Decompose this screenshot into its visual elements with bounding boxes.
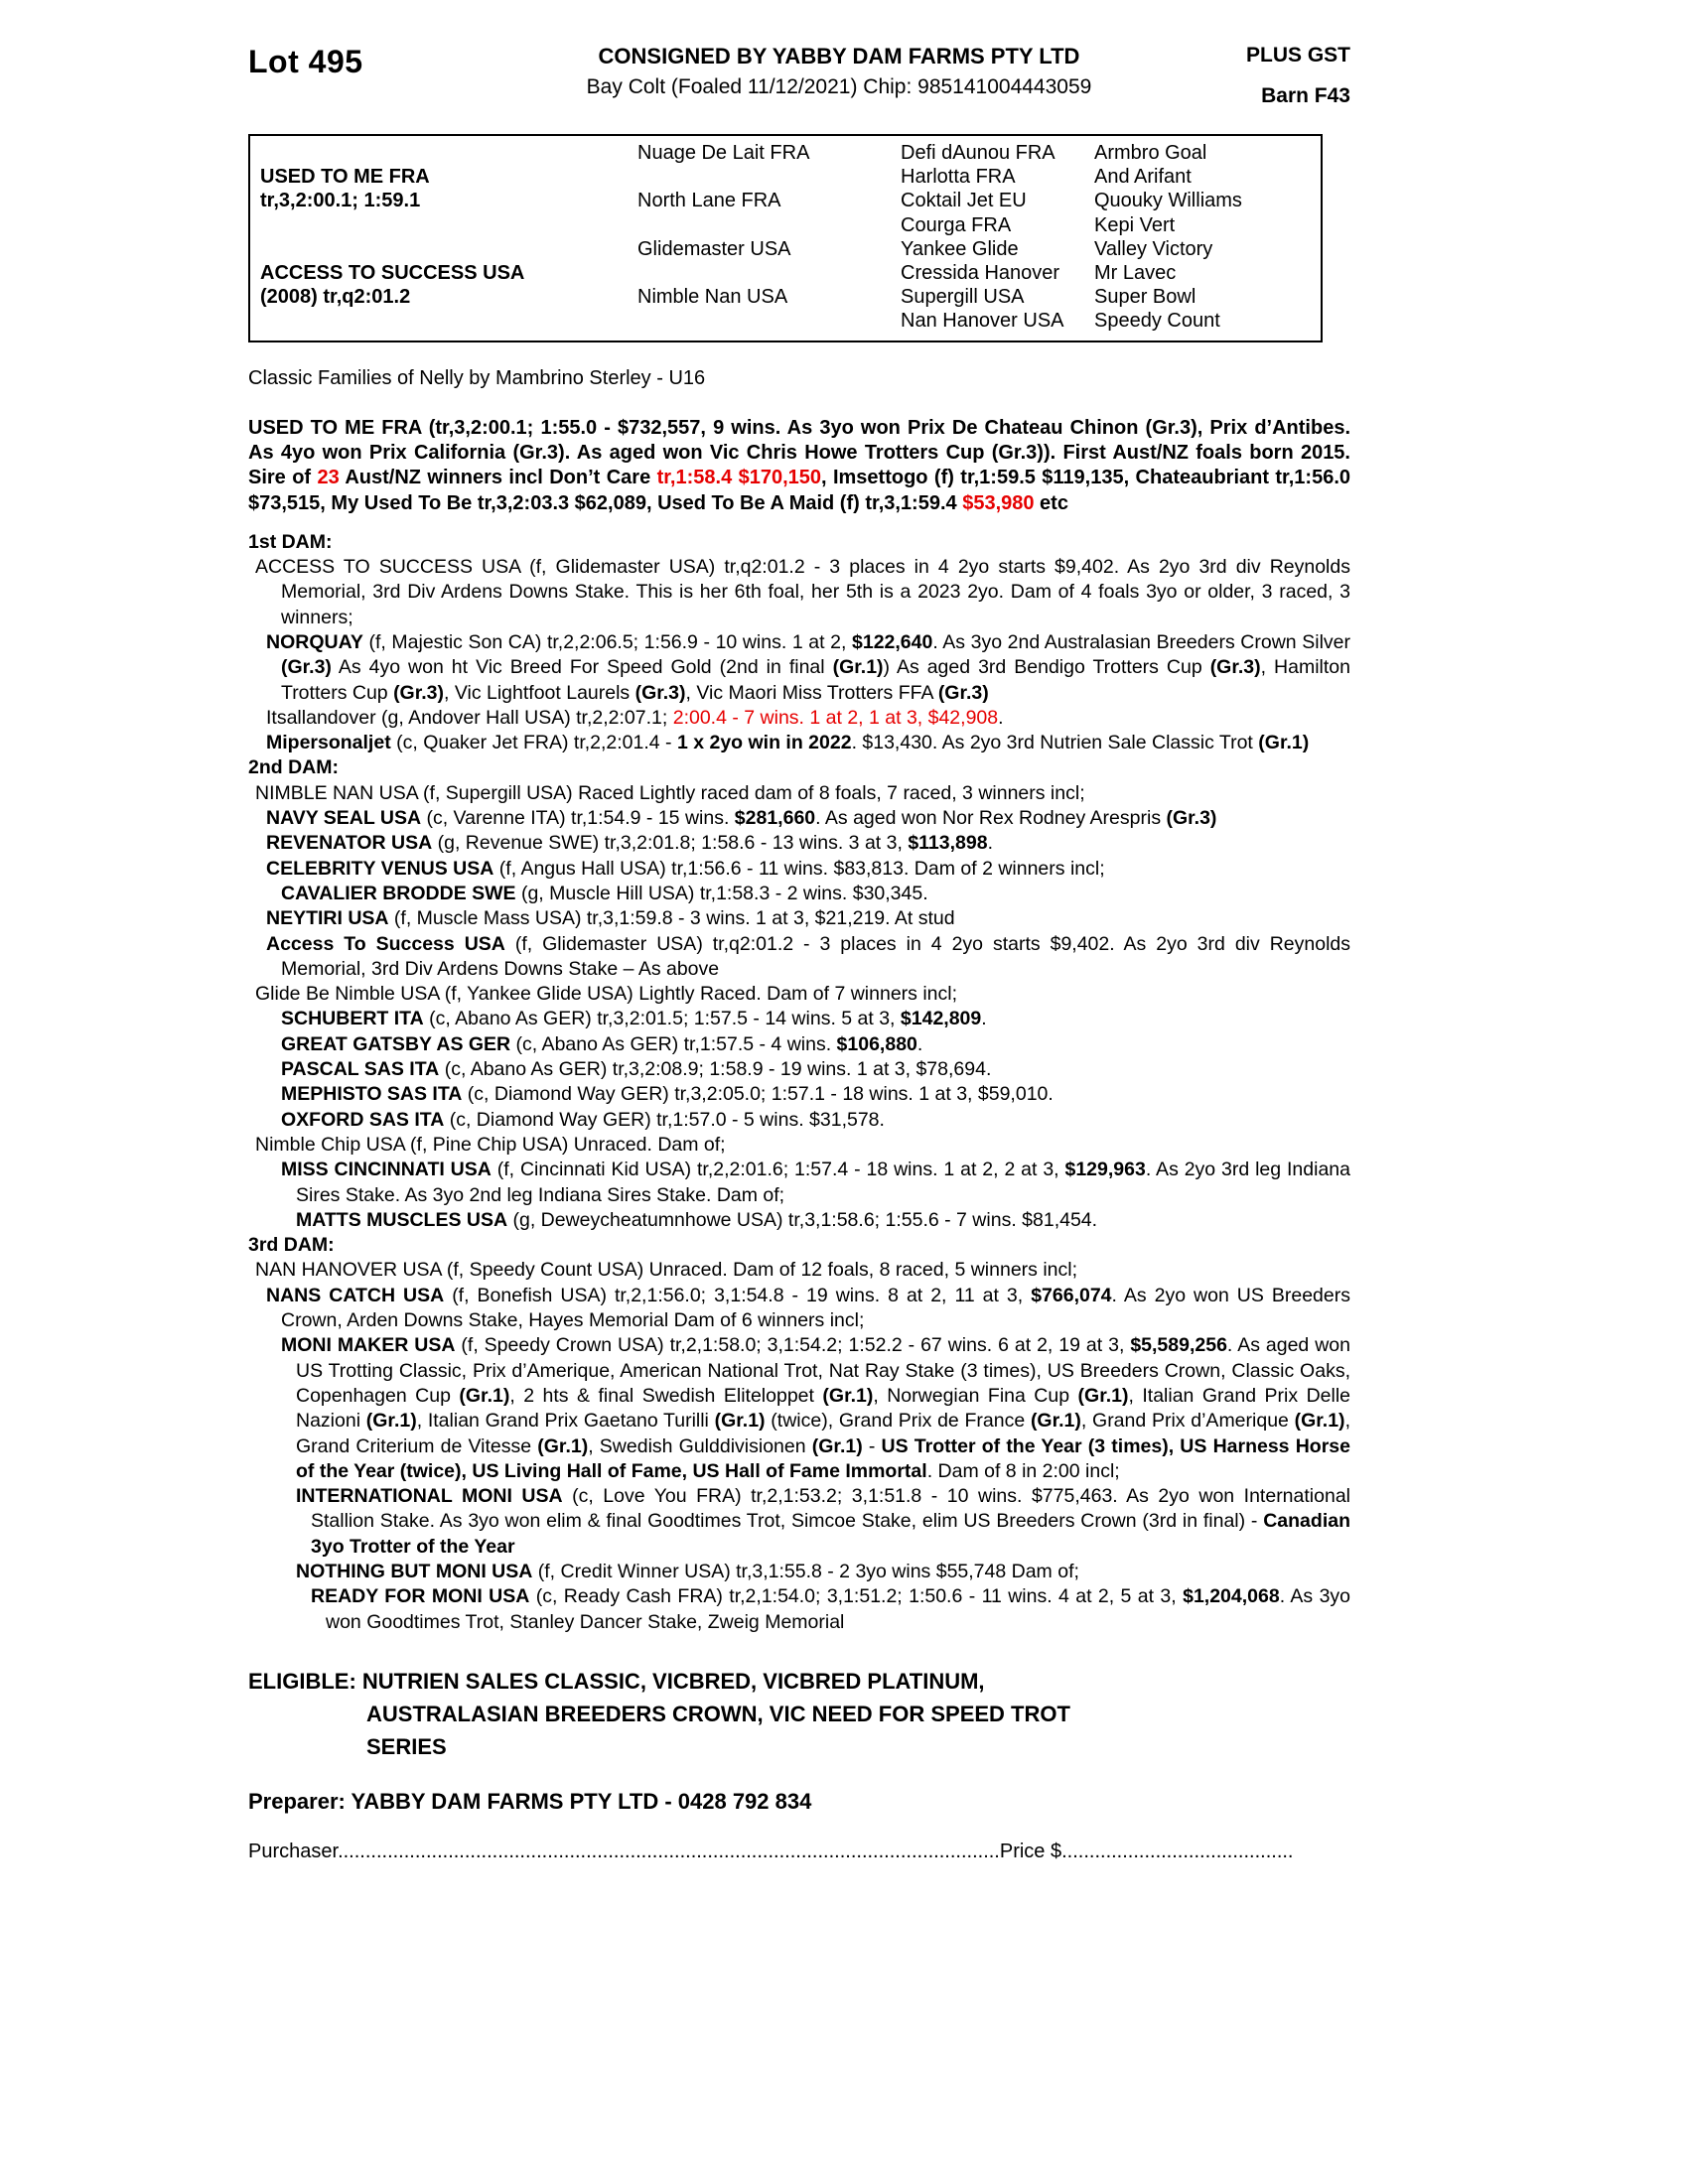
text-segment: $129,963 [1064,1159,1146,1181]
pedigree-row [250,213,1321,237]
barn-number: Barn F43 [1261,84,1350,107]
pedigree-block [248,806,1350,831]
text-segment: . [998,706,1004,729]
text-segment: . As aged won US Trotting Classic, Prix d’Amerique, American National Trot, Nat Ray Stake (3 times), US Breeders Crown, Classic Oaks, Copenhagen Cup [296,1334,1350,1407]
family-line: Classic Families of Nelly by Mambrino Sterley - U16 [248,366,706,389]
pedigree-block [248,706,1350,731]
pedigree-cell: Super Bowl [1094,286,1196,309]
pedigree-block [248,1032,1350,1057]
text-segment: (c, Diamond Way GER) tr,3,2:05.0; 1:57.1 - 18 wins. 1 at 3, $59,010. [462,1083,1054,1106]
text-segment: $766,074 [1031,1284,1112,1306]
text-segment: $142,809 [900,1008,982,1030]
text-segment: PASCAL SAS ITA [281,1058,440,1081]
text-segment: (Gr.1) [1030,1410,1081,1433]
pedigree-cell: Defi dAunou FRA [901,142,1055,164]
pedigree-cell: Courga FRA [901,213,1012,236]
pedigree-cell: Glidemaster USA [637,237,791,260]
text-segment: - [862,1434,882,1457]
text-segment: . As 2yo 3rd leg Indiana Sires Stake. As 3yo 2nd leg Indiana Sires Stake. Dam of; [296,1159,1350,1206]
text-segment: (Gr.1) [822,1384,874,1407]
text-segment: $5,589,256 [1130,1334,1227,1357]
text-segment: , Hamilton Trotters Cup [281,656,1350,704]
eligible-label: ELIGIBLE: [248,1668,356,1694]
consignor-title: CONSIGNED BY YABBY DAM FARMS PTY LTD [598,44,1080,68]
pedigree-block [248,982,1350,1007]
pedigree-cell: Yankee Glide [901,237,1019,260]
pedigree-cell: (2008) tr,q2:01.2 [260,286,411,309]
text-segment: (c, Abano As GER) tr,1:57.5 - 4 wins. [510,1032,837,1055]
text-segment: tr,1:58.4 $170,150 [656,467,822,489]
pedigree-cell: Armbro Goal [1094,142,1207,164]
text-segment: (Gr.3) [1166,807,1217,830]
text-segment: , Grand Prix d’Amerique [1080,1410,1295,1433]
text-segment: , 2 hts & final Swedish Eliteloppet [509,1384,823,1407]
eligible-line: AUSTRALASIAN BREEDERS CROWN, VIC NEED FOR SPEED TROT [366,1701,1070,1726]
text-segment: (Gr.1) [459,1384,510,1407]
pedigree-block [248,857,1350,882]
pedigree-cell [250,237,637,261]
pedigree-cell: USED TO ME FRA [260,166,430,189]
text-segment: (f, Cincinnati Kid USA) tr,2,2:01.6; 1:57.4 - 18 wins. 1 at 2, 2 at 3, [491,1159,1065,1181]
pedigree-cell: Nan Hanover USA [901,310,1064,333]
text-segment: Aust/NZ winners incl Don’t Care [339,467,657,489]
text-segment: (f, Speedy Crown USA) tr,2,1:58.0; 3,1:54.2; 1:52.2 - 67 wins. 6 at 2, 19 at 3, [455,1334,1131,1357]
text-segment: (Gr.3) [281,656,332,679]
purchaser-label: Purchaser [248,1840,339,1862]
header-right [1201,44,1350,108]
text-segment: (Gr.1) [1294,1410,1345,1433]
pedigree-cell [637,309,901,333]
pedigree-cell: North Lane FRA [637,190,781,212]
pedigree-block [248,731,1350,755]
text-segment: 23 [317,467,340,489]
pedigree-row [250,261,1321,285]
pedigree-cell: ACCESS TO SUCCESS USA [260,262,525,285]
pedigree-block [248,882,1350,906]
text-segment: MONI MAKER USA [281,1334,456,1357]
text-segment: (c, Ready Cash FRA) tr,2,1:54.0; 3,1:51.2; 1:50.6 - 11 wins. 4 at 2, 5 at 3, [529,1585,1184,1608]
text-segment: . Dam of 8 in 2:00 incl; [926,1459,1120,1482]
text-segment: (Gr.1) [714,1410,766,1433]
price-label: Price $ [999,1840,1062,1862]
text-segment: (g, Deweycheatumnhowe USA) tr,3,1:58.6; 1:55.6 - 7 wins. $81,454. [507,1208,1098,1231]
text-segment: NAVY SEAL USA [266,807,422,830]
text-segment: (Gr.3) [937,681,989,704]
text-segment: . [987,832,993,855]
text-segment: CELEBRITY VENUS USA [266,857,494,880]
text-segment: (g, Muscle Hill USA) tr,1:58.3 - 2 wins. $30,345. [515,882,928,904]
text-segment: . $13,430. As 2yo 3rd Nutrien Sale Classic Trot [851,732,1259,754]
text-segment: (f, Majestic Son CA) tr,2,2:06.5; 1:56.9 - 10 wins. 1 at 2, [362,631,852,653]
pedigree-cell: Nimble Nan USA [637,286,788,309]
pedigree-row [250,141,1321,165]
pedigree-row [250,309,1321,333]
pedigree-block [248,1333,1350,1484]
lot-number: Lot 495 [248,44,363,79]
pedigree-block [248,1158,1350,1208]
pedigree-block [248,932,1350,983]
text-segment: . As 3yo 2nd Australasian Breeders Crown Silver [932,631,1350,653]
text-segment: Mipersonaljet [266,732,391,754]
pedigree-cell [250,141,637,165]
text-segment: (c, Quaker Jet FRA) tr,2,2:01.4 - [390,732,677,754]
text-segment: SCHUBERT ITA [281,1008,424,1030]
plus-gst-label: PLUS GST [1245,44,1350,67]
text-segment: (Gr.3) [1209,656,1261,679]
text-segment: . [916,1032,923,1055]
text-segment: MISS CINCINNATI USA [281,1159,492,1181]
text-segment: (Gr.1) [365,1410,417,1433]
pedigree-block [248,781,1350,806]
text-segment: NIMBLE NAN USA (f, Supergill USA) Raced Lightly raced dam of 8 foals, 7 raced, 3 winners incl; [255,781,1085,804]
text-segment: MATTS MUSCLES USA [296,1208,508,1231]
text-segment: $106,880 [836,1032,917,1055]
pedigree-cell: Quouky Williams [1094,190,1242,212]
pedigree-cell: Coktail Jet EU [901,190,1027,212]
eligible-line [248,1665,1350,1698]
pedigree-block [248,1284,1350,1334]
text-segment: (c, Abano As GER) tr,3,2:01.5; 1:57.5 - 14 wins. 5 at 3, [423,1008,901,1030]
text-segment: (f, Angus Hall USA) tr,1:56.6 - 11 wins. $83,813. Dam of 2 winners incl; [493,857,1105,880]
text-segment: , Vic Lightfoot Laurels [444,681,635,704]
text-segment: , Italian Grand Prix Delle Nazioni [296,1384,1351,1433]
pedigree-row [250,237,1321,261]
pedigree-block [248,906,1350,931]
preparer-line: Preparer: YABBY DAM FARMS PTY LTD - 0428 792 834 [248,1788,812,1814]
text-segment: , Imsettogo (f) tr,1:59.5 $119,135, Chateaubriant tr,1:56.0 $73,515, My Used To Be tr,3,2:03.3 $62,089, Used To Be A Maid (f) tr,3,1:59.4 [248,467,1351,514]
text-segment: (Gr.1) [811,1434,863,1457]
pedigree-cell: Valley Victory [1094,237,1213,260]
text-segment: . As aged won Nor Rex Rodney Arespris [815,807,1167,830]
pedigree-cell: Speedy Count [1094,310,1220,333]
text-segment: NAN HANOVER USA (f, Speedy Count USA) Unraced. Dam of 12 foals, 8 raced, 5 winners incl; [255,1259,1078,1282]
pedigree-cell [250,213,637,237]
text-segment: (g, Revenue SWE) tr,3,2:01.8; 1:58.6 - 13 wins. 3 at 3, [432,832,909,855]
text-segment: Glide Be Nimble USA (f, Yankee Glide USA) Lightly Raced. Dam of 7 winners incl; [255,983,957,1006]
text-segment: (c, Diamond Way GER) tr,1:57.0 - 5 wins. $31,578. [444,1108,885,1131]
page-header [248,44,1350,108]
pedigree-block [248,1057,1350,1082]
pedigree-row [250,189,1321,212]
text-segment: $1,204,068 [1183,1585,1280,1608]
text-segment: CAVALIER BRODDE SWE [281,882,516,904]
purchaser-dots: ........................................................................................................................ [338,1840,1000,1862]
pedigree-cell: Harlotta FRA [901,166,1016,189]
text-segment: (c, Abano As GER) tr,3,2:08.9; 1:58.9 - 19 wins. 1 at 3, $78,694. [439,1058,992,1081]
pedigree-cell: Mr Lavec [1094,262,1177,285]
text-segment: MEPHISTO SAS ITA [281,1083,463,1106]
dam-header: 1st DAM: [248,530,333,553]
pedigree-cell: Kepi Vert [1094,213,1176,236]
pedigree-cell: Supergill USA [901,286,1025,309]
eligibility-statement [248,1665,1350,1763]
catalog-page [248,44,1350,1863]
text-segment: , Grand Criterium de Vitesse [296,1410,1350,1457]
text-segment: 1 x 2yo win in 2022 [676,732,852,754]
text-segment: Canadian 3yo Trotter of the Year [311,1510,1350,1558]
text-segment: (c, Love You FRA) tr,2,1:53.2; 3,1:51.8 - 10 wins. $775,463. As 2yo won International Stallion Stake. As 3yo won elim & final Goodtimes Trot, Simcoe Stake, elim US Breeders Crown (3rd in final) - [311,1485,1350,1533]
pedigree-cell: And Arifant [1094,166,1192,189]
text-segment: (Gr.1) [1077,1384,1129,1407]
text-segment: NEYTIRI USA [266,907,389,930]
pedigree-table-body [250,141,1321,334]
foaling-info: Bay Colt (Foaled 11/12/2021) Chip: 985141004443059 [586,75,1092,98]
price-dots: .......................................... [1061,1840,1294,1862]
pedigree-block [248,1584,1350,1635]
text-segment: NORQUAY [266,631,363,653]
pedigree-block [248,630,1350,706]
dams-section [248,530,1350,1635]
pedigree-block [248,1082,1350,1107]
pedigree-block [248,1133,1350,1158]
pedigree-cell: Nuage De Lait FRA [637,142,810,164]
sire-summary [248,416,1350,516]
text-segment: (Gr.1) [537,1434,589,1457]
dam-header: 3rd DAM: [248,1234,335,1257]
text-segment: NOTHING BUT MONI USA [296,1560,533,1582]
text-segment: (f, Glidemaster USA) tr,q2:01.2 - 3 places in 4 2yo starts $9,402. As 2yo 3rd div Reynolds Memorial, 3rd Div Ardens Downs Stake – As above [281,932,1350,980]
pedigree-block [248,1258,1350,1283]
pedigree-table [248,134,1323,342]
text-segment: $122,640 [852,631,933,653]
text-segment: ) As aged 3rd Bendigo Trotters Cup [883,656,1210,679]
pedigree-cell: Cressida Hanover [901,262,1060,285]
text-segment: (Gr.1) [1258,732,1310,754]
text-segment: (Gr.1) [832,656,884,679]
text-segment: etc [1034,491,1068,514]
dam-header: 2nd DAM: [248,756,339,779]
text-segment: REVENATOR USA [266,832,433,855]
pedigree-cell [250,309,637,333]
text-segment: , Italian Grand Prix Gaetano Turilli [416,1410,715,1433]
text-segment: $53,980 [962,491,1035,514]
text-segment: NANS CATCH USA [266,1284,445,1306]
text-segment: (Gr.3) [393,681,444,704]
text-segment: GREAT GATSBY AS GER [281,1032,511,1055]
pedigree-block [248,1484,1350,1560]
header-center [477,44,1201,99]
text-segment: $113,898 [908,832,988,855]
text-segment: Access To Success USA [266,932,505,955]
pedigree-block [248,1208,1350,1233]
text-segment: , Swedish Gulddivisionen [588,1434,812,1457]
text-segment: . [981,1008,987,1030]
text-segment: . As 2yo won US Breeders Crown, Arden Downs Stake, Hayes Memorial Dam of 6 winners incl; [281,1284,1350,1332]
text-segment: , Vic Maori Miss Trotters FFA [685,681,938,704]
pedigree-block [248,1007,1350,1031]
text-segment: . As 3yo won Goodtimes Trot, Stanley Dancer Stake, Zweig Memorial [326,1585,1351,1633]
text-segment: $281,660 [734,807,816,830]
text-segment: (twice), Grand Prix de France [765,1410,1031,1433]
text-segment: OXFORD SAS ITA [281,1108,445,1131]
pedigree-cell [637,213,901,237]
pedigree-row [250,165,1321,189]
text-segment: USED TO ME FRA (tr,3,2:00.1; 1:55.0 - $732,557, 9 wins. As 3yo won Prix De Chateau Chinon (Gr.3), Prix d’Antibes. As 4yo won Prix California (Gr.3). As aged won Vic Chris Howe Trotters Cup (Gr.3)). First Aust/NZ foals born 2015. Sire of [248,416,1350,489]
pedigree-block [248,555,1350,630]
text-segment: As 4yo won ht Vic Breed For Speed Gold (2nd in final [331,656,833,679]
text-segment: INTERNATIONAL MONI USA [296,1485,563,1508]
text-segment: Itsallandover (g, Andover Hall USA) tr,2,2:07.1; [266,706,673,729]
pedigree-cell: tr,3,2:00.1; 1:59.1 [260,190,421,212]
text-segment: Nimble Chip USA (f, Pine Chip USA) Unraced. Dam of; [255,1133,726,1156]
text-segment: US Trotter of the Year (3 times), US Harness Horse of the Year (twice), US Living Hall of Fame, US Hall of Fame Immortal [296,1434,1350,1482]
text-segment: , Norwegian Fina Cup [873,1384,1078,1407]
pedigree-cell [637,165,901,189]
purchaser-line [248,1841,1350,1863]
pedigree-cell [637,261,901,285]
text-segment: (Gr.3) [634,681,686,704]
pedigree-block [248,1108,1350,1133]
pedigree-row [250,285,1321,309]
text-segment: READY FOR MONI USA [311,1585,530,1608]
text-segment: ACCESS TO SUCCESS USA (f, Glidemaster USA) tr,q2:01.2 - 3 places in 4 2yo starts $9,402. As 2yo 3rd div Reynolds Memorial, 3rd Div Ardens Downs Stake. This is her 6th foal, her 5th is a 2023 2yo. Dam of 4 foals 3yo or older, 3 raced, 3 winners; [255,556,1350,628]
eligible-text: NUTRIEN SALES CLASSIC, VICBRED, VICBRED PLATINUM, [361,1668,985,1694]
text-segment: (f, Muscle Mass USA) tr,3,1:59.8 - 3 wins. 1 at 3, $21,219. At stud [388,907,955,930]
eligible-line: SERIES [366,1733,447,1759]
pedigree-block [248,831,1350,856]
text-segment: 2:00.4 - 7 wins. 1 at 2, 1 at 3, $42,908 [672,706,999,729]
text-segment: (f, Bonefish USA) tr,2,1:56.0; 3,1:54.8 - 19 wins. 8 at 2, 11 at 3, [444,1284,1032,1306]
pedigree-block [248,1560,1350,1584]
text-segment: (f, Credit Winner USA) tr,3,1:55.8 - 2 3yo wins $55,748 Dam of; [532,1560,1079,1582]
text-segment: (c, Varenne ITA) tr,1:54.9 - 15 wins. [421,807,735,830]
